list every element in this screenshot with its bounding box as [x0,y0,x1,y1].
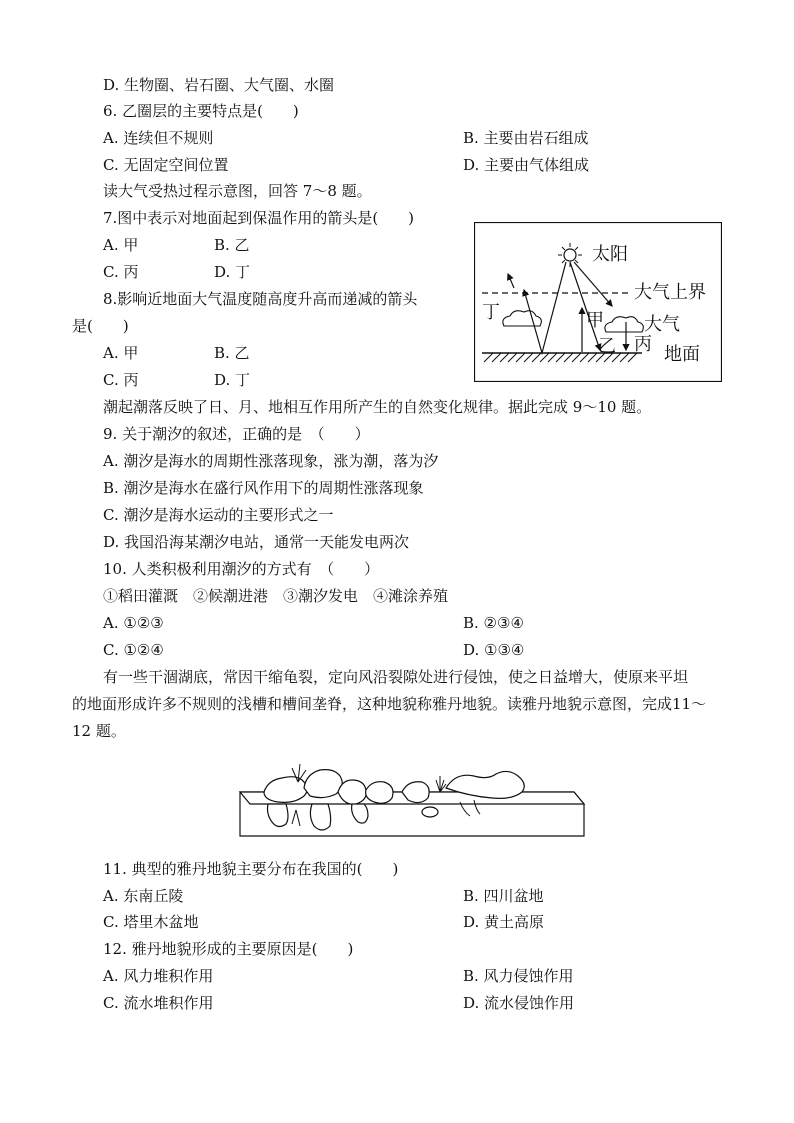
option-12d: D. 流水侵蚀作用 [463,994,575,1012]
label-yi: 乙 [598,336,616,357]
intro-11-12-line1: 有一些干涸湖底，常因干缩龟裂，定向风沿裂隙处进行侵蚀，使之日益增大，使原来平坦 [103,668,689,686]
option-8d: D. 丁 [214,371,251,389]
option-6a: A. 连续但不规则 [103,129,214,147]
option-11d: D. 黄土高原 [463,913,545,931]
line-d-spheres: D. 生物圈、岩石圈、大气圈、水圈 [103,76,335,94]
option-7a: A. 甲 [103,236,139,254]
option-7b: B. 乙 [214,236,250,254]
option-11a: A. 东南丘陵 [103,887,184,905]
option-8c: C. 丙 [103,371,139,389]
option-10c: C. ①②④ [103,641,164,659]
intro-11-12-line2: 的地面形成许多不规则的浅槽和槽间垄脊，这种地貌称雅丹地貌。读雅丹地貌示意图，完成11～ [72,695,707,713]
question-8-line2: 是( ) [72,317,129,335]
question-12: 12. 雅丹地貌形成的主要原因是( ) [103,940,354,958]
option-6c: C. 无固定空间位置 [103,156,229,174]
label-atmosphere: 大气 [644,314,680,335]
label-jia: 甲 [586,310,604,331]
option-7d: D. 丁 [214,263,251,281]
intro-11-12-line3: 12 题。 [72,722,126,740]
option-6b: B. 主要由岩石组成 [463,129,589,147]
question-7: 7.图中表示对地面起到保温作用的箭头是( ) [103,209,415,227]
question-8-line1: 8.影响近地面大气温度随高度升高而递减的箭头 [103,290,418,308]
intro-7-8: 读大气受热过程示意图，回答 7～8 题。 [103,182,372,200]
option-10d: D. ①③④ [463,641,525,659]
label-upper-boundary: 大气上界 [634,282,706,303]
option-9d: D. 我国沿海某潮汐电站，通常一天能发电两次 [103,533,410,551]
option-9c: C. 潮汐是海水运动的主要形式之一 [103,506,334,524]
option-8b: B. 乙 [214,344,250,362]
option-6d: D. 主要由气体组成 [463,156,590,174]
yardang-landform-illustration [234,752,588,844]
option-12c: C. 流水堆积作用 [103,994,214,1012]
question-11: 11. 典型的雅丹地貌主要分布在我国的( ) [103,860,399,878]
question-10: 10. 人类积极利用潮汐的方式有 （ ） [103,560,380,578]
option-10a: A. ①②③ [103,614,164,632]
question-10-items: ①稻田灌溉 ②候潮进港 ③潮汐发电 ④滩涂养殖 [103,587,449,605]
question-6: 6. 乙圈层的主要特点是( ) [103,102,299,120]
option-7c: C. 丙 [103,263,139,281]
option-11c: C. 塔里木盆地 [103,913,199,931]
question-9: 9. 关于潮汐的叙述，正确的是 （ ） [103,425,370,443]
option-9b: B. 潮汐是海水在盛行风作用下的周期性涨落现象 [103,479,424,497]
option-12a: A. 风力堆积作用 [103,967,214,985]
option-10b: B. ②③④ [463,614,524,632]
label-ground: 地面 [664,344,700,365]
option-11b: B. 四川盆地 [463,887,544,905]
label-ding: 丁 [482,302,500,323]
atmosphere-heating-diagram [474,222,722,382]
label-bing: 丙 [634,334,652,355]
intro-9-10: 潮起潮落反映了日、月、地相互作用所产生的自然变化规律。据此完成 9～10 题。 [103,398,652,416]
label-sun: 太阳 [592,244,628,265]
option-8a: A. 甲 [103,344,139,362]
option-12b: B. 风力侵蚀作用 [463,967,574,985]
option-9a: A. 潮汐是海水的周期性涨落现象，涨为潮，落为汐 [103,452,439,470]
